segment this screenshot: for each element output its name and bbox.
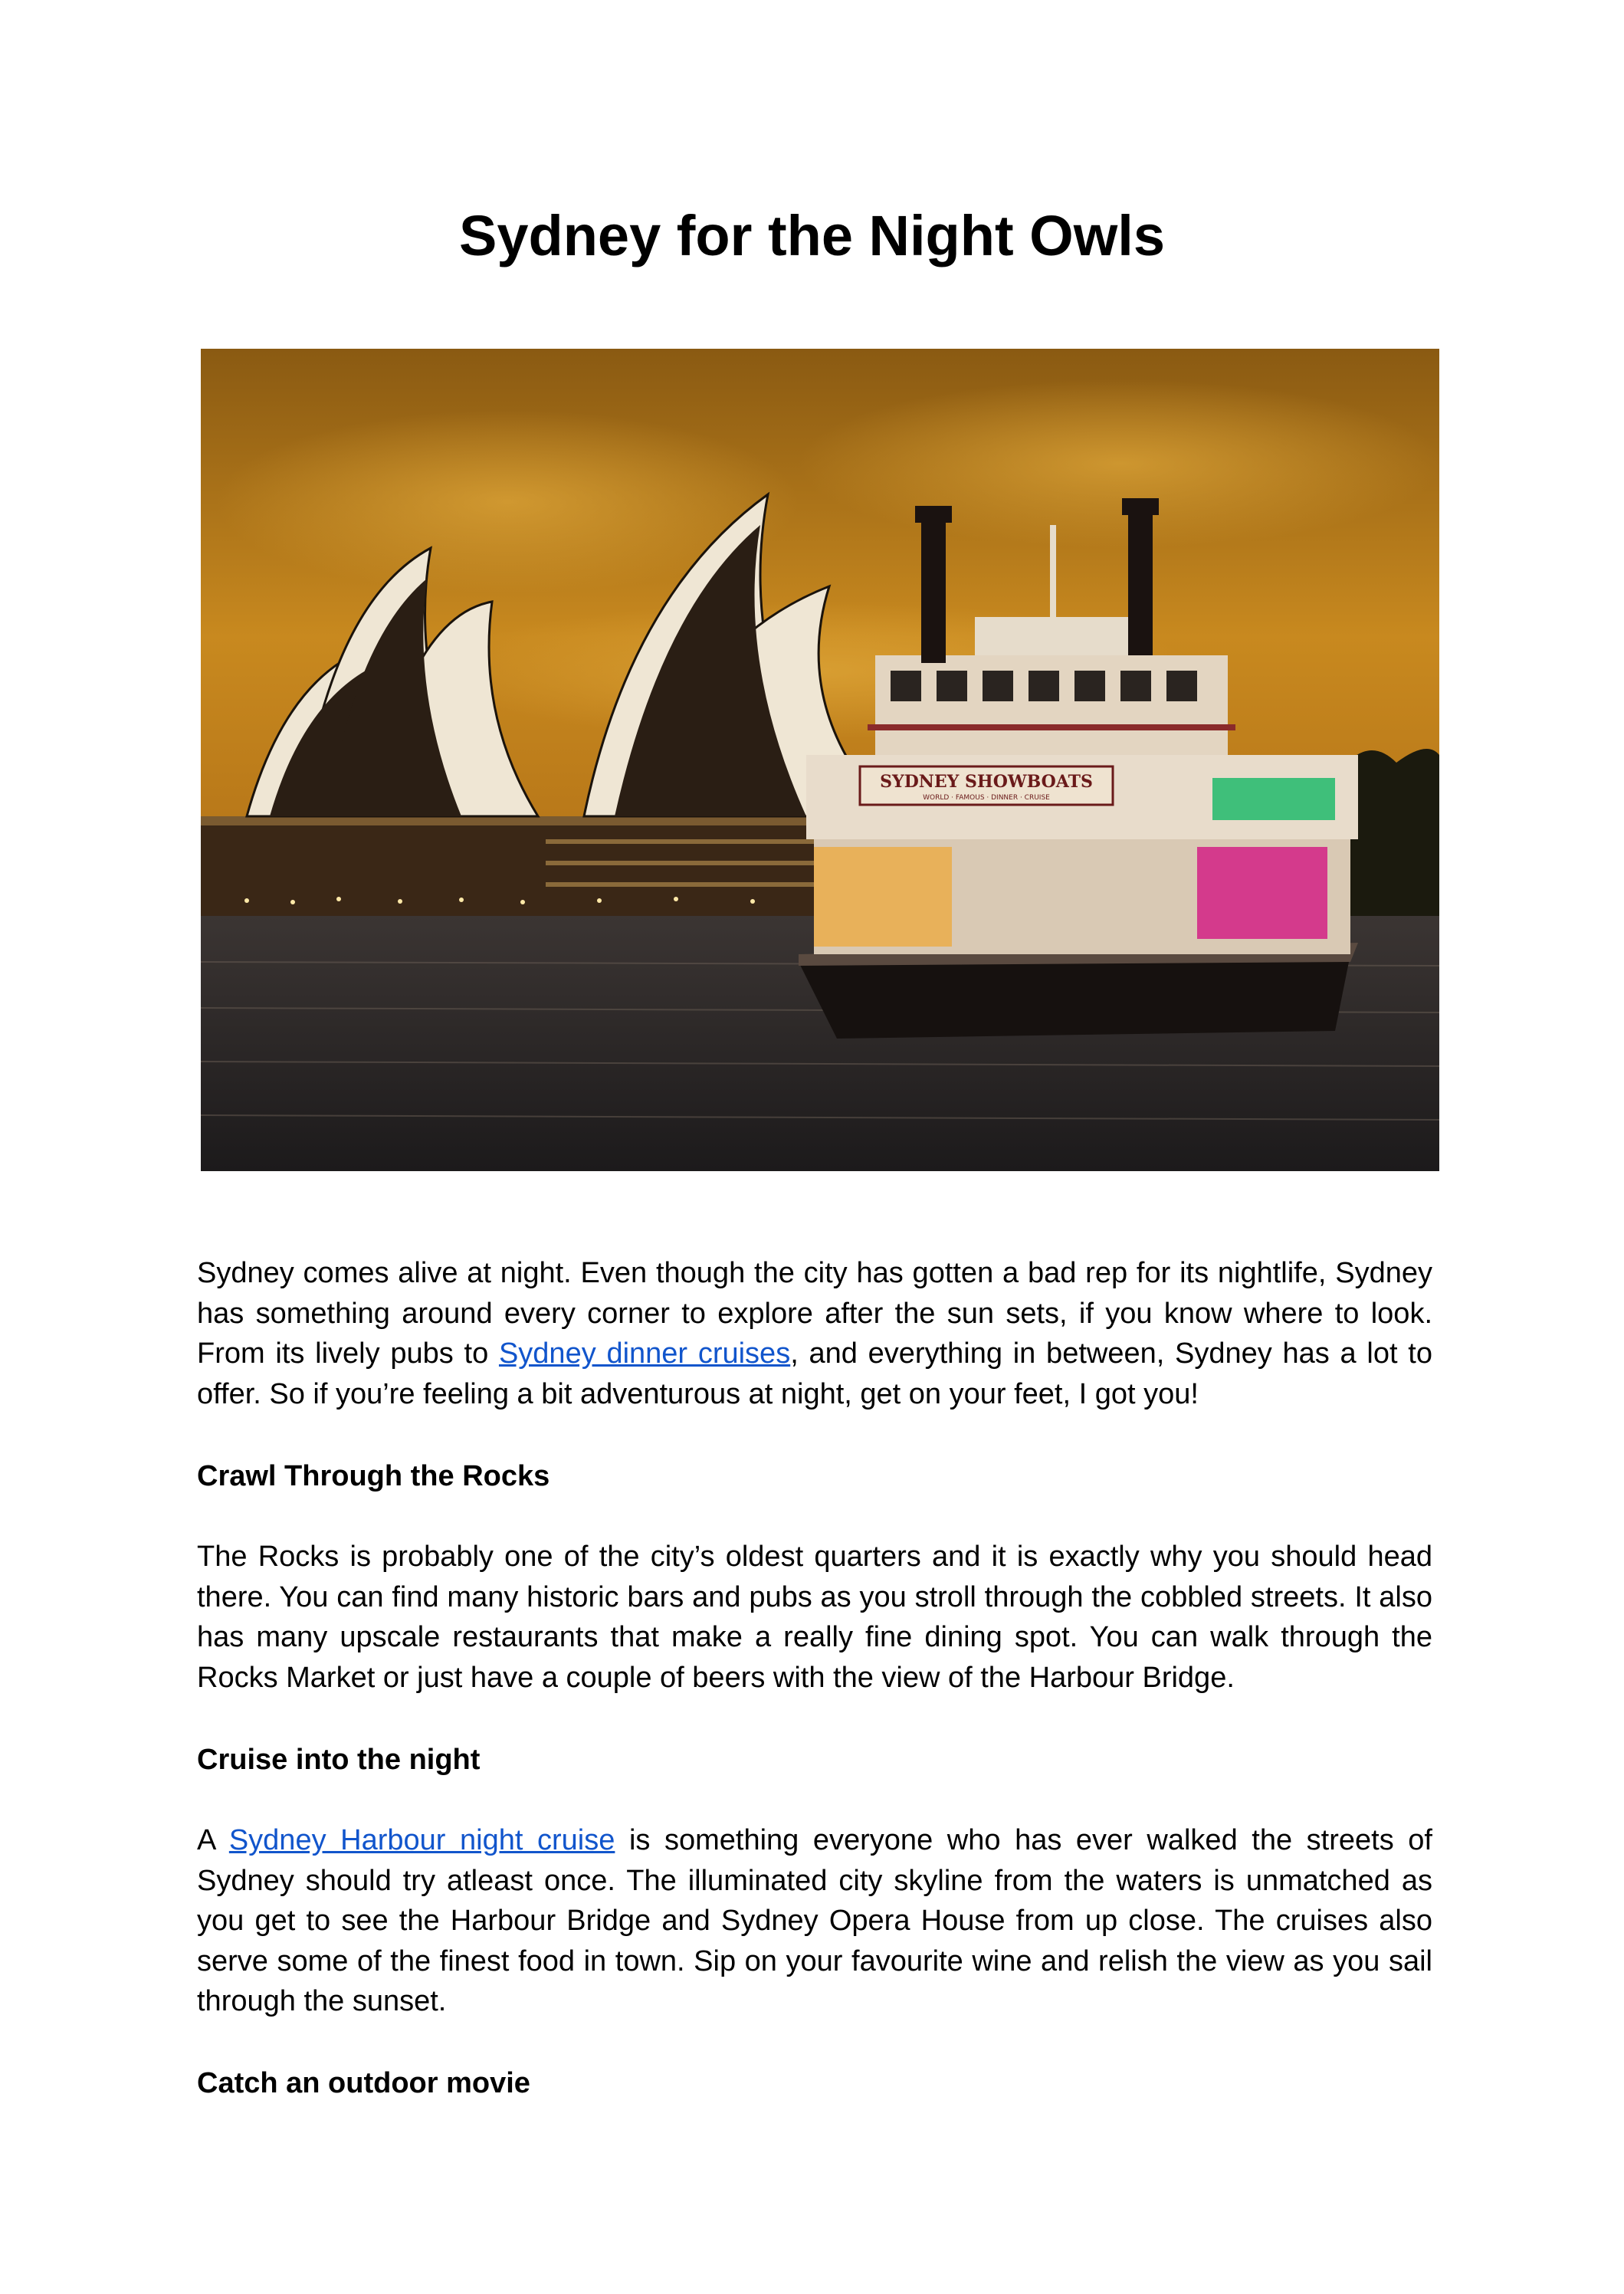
rocks-paragraph: The Rocks is probably one of the city’s oldest quarters and it is exactly why you should head there. You can find many historic bars and pubs as you stroll through the cobbled streets. It also has many upscale restaurants that make a really fine dining spot. You can walk through the Rocks Market or just have a couple of beers with the view of the Harbour Bridge. <box>197 1541 1432 1694</box>
boat-sign-subtext: WORLD · FAMOUS · DINNER · CRUISE <box>923 794 1050 802</box>
opera-house-showboat-photo <box>201 349 1439 1171</box>
section-heading-movie: Catch an outdoor movie <box>197 2067 530 2099</box>
sydney-dinner-cruises-link[interactable]: Sydney dinner cruises <box>498 1337 791 1370</box>
section-heading-cruise: Cruise into the night <box>197 1744 481 1776</box>
boat-sign-text: SYDNEY SHOWBOATS <box>880 772 1093 792</box>
section-rocks <box>197 1456 1432 1496</box>
cruise-paragraph <box>197 1820 1432 2022</box>
intro-section <box>197 1253 1432 1414</box>
section-heading-rocks: Crawl Through the Rocks <box>197 1460 550 1492</box>
cruise-text-after: is something everyone who has ever walked the streets of Sydney should try atleast once. The illuminated city skyline from the waters is unmatched as you get to see the Harbour Bridge and Sydney Opera House from up close. The cruises also serve some of the finest food in town. Sip on your favourite wine and relish the view as you sail through the sunset. <box>197 1824 1432 2017</box>
intro-text-after: , and everything in between, Sydney has a lot to offer. So if you’re feeling a bit adventurous at night, get on your feet, I got you! <box>197 1337 1433 1410</box>
sydney-harbour-night-cruise-link[interactable]: Sydney Harbour night cruise <box>228 1824 615 1856</box>
section-rocks-body <box>197 1537 1432 1698</box>
section-movie <box>197 2063 1432 2103</box>
intro-paragraph <box>197 1253 1432 1414</box>
intro-text-before: Sydney comes alive at night. Even though the city has gotten a bad rep for its nightlife, Sydney has something around every corner to explore after the sun sets, if you know where to look. From its lively pubs to <box>197 1257 1432 1370</box>
section-cruise <box>197 1740 1432 1780</box>
cruise-text-before: A <box>197 1824 229 1856</box>
section-cruise-body <box>197 1820 1432 2022</box>
hero-image <box>201 349 1439 1171</box>
page-title: Sydney for the Night Owls <box>459 204 1165 267</box>
